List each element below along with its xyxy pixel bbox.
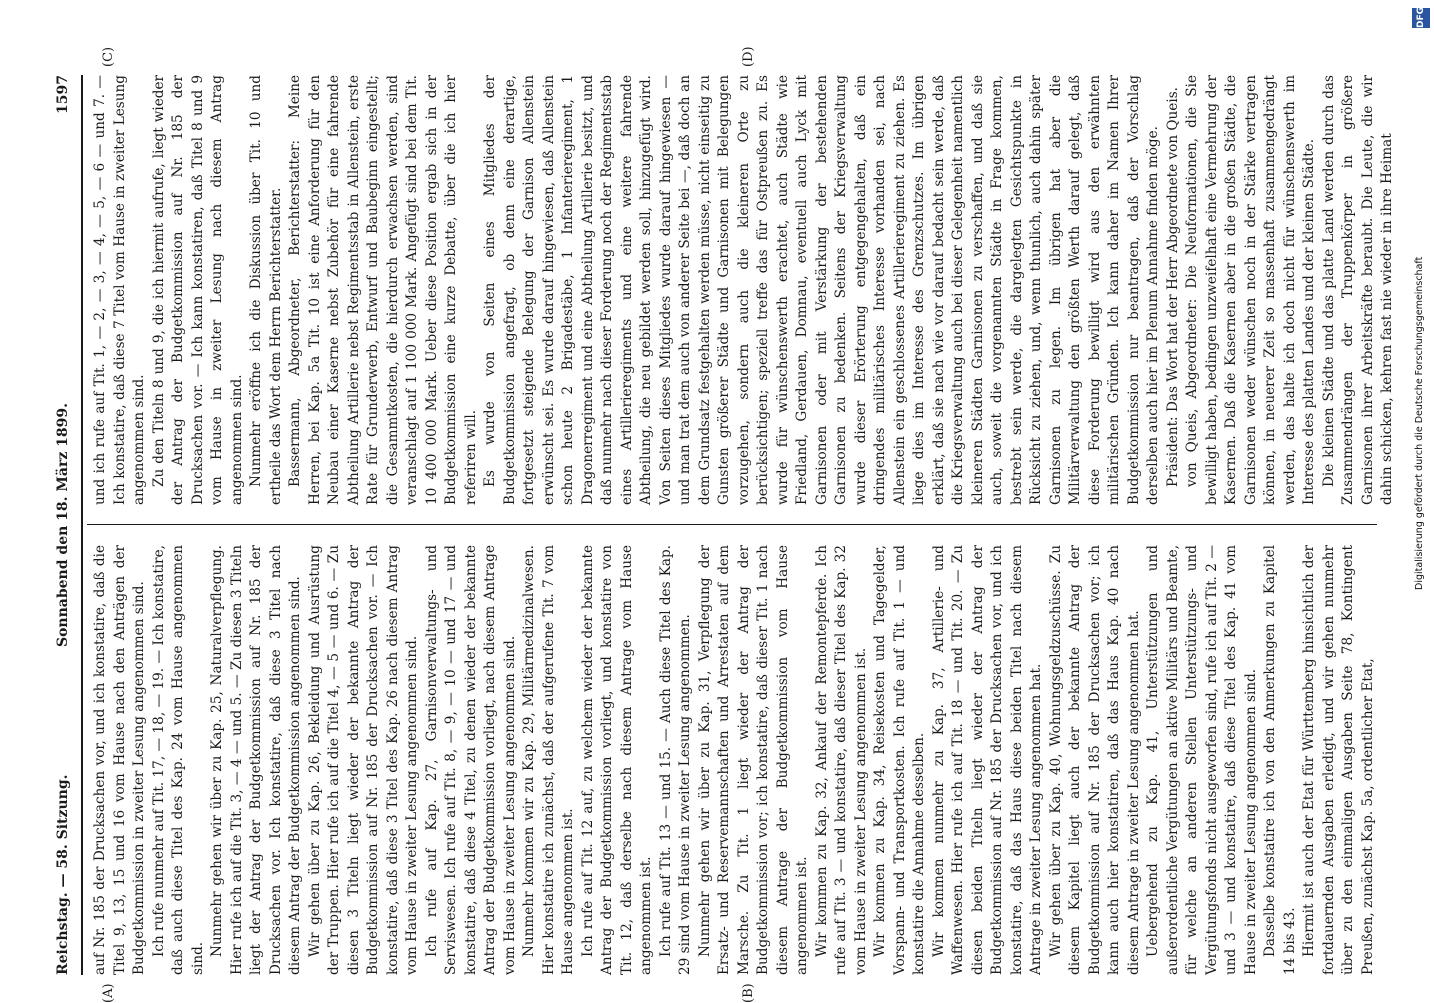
paragraph: Wir kommen zu Kap. 34, Reisekosten und Tagegelder, Vorspann- und Transportkosten. Ich rufe auf Tit. 1 — und konstatire die Annahme desselben.: [872, 545, 927, 975]
paragraph: Dasselbe konstatire ich von den Anmerkungen zu Kapitel 14 bis 43.: [1262, 545, 1298, 975]
paragraph: Uebergehend zu Kap. 41, Unterstützungen und außerordentliche Vergütungen an aktive Militärs und Beamte, für welche an anderen Stellen Unterstützungs- und Vergütungsfonds nicht ausgeworfen sind, rufe ich auf Tit. 2 — und 3 — und konstatire, daß diese Titel des Kap. 41 vom Hause in zweiter Lesung angenommen sind.: [1145, 544, 1259, 975]
marker-b: (B): [741, 983, 756, 1003]
digitization-note: Digitalisierung gefördert durch die Deutsche Forschungsgemeinschaft: [1414, 256, 1425, 590]
paragraph: Hiermit ist auch der Etat für Württemberg hinsichtlich der fortdauernden Ausgaben erledigt, und wir gehen nunmehr über zu den einmaligen Ausgaben Seite 78, Kontingent Preußen, zunächst Kap. 5a, ordentlicher Etat,: [1301, 545, 1376, 975]
rotated-page: [51, 46, 1395, 1003]
paragraph: Ich rufe auf Kap. 27, Garnisonverwaltungs- und Serviswesen. Ich rufe auf Tit. 8, — 9, — 10 — und 17 — und konstatire, daß diese 4 Titel, zu denen wieder der bekannte Antrag der Budgetkommission vorliegt, nach diesem Antrage vom Hause in zweiter Lesung angenommen sind.: [423, 545, 518, 975]
marker-d: (D): [741, 46, 756, 67]
paragraph: Nunmehr gehen wir über zu Kap. 25, Naturalverpflegung. Hier rufe ich auf die Tit. 3, — 4 — und 5. — Zu diesen 3 Titeln liegt der Antrag der Budgetkommission auf Nr. 185 der Drucksachen vor. Ich konstatire, daß diese 3 Titel nach diesem Antrag der Budgetkommission angenommen sind.: [209, 545, 303, 975]
paragraph: Nunmehr kommen wir zu Kap. 29, Militärmedizinalwesen. Hier konstatire ich zunächst, daß der aufgerufene Tit. 7 vom Hause angenommen ist.: [521, 545, 576, 975]
dfg-logo: [1412, 8, 1430, 28]
paragraph: Wir gehen über zu Kap. 40, Wohnungsgeldzuschüsse. Zu diesem Kapitel liegt auch der bekannte Antrag der Budgetkommission auf Nr. 185 der Drucksachen vor; ich kann auch hier konstatiren, daß das Haus Kap. 40 nach diesem Antrage in zweiter Lesung angenommen hat.: [1047, 545, 1142, 975]
paragraph: Die kleinen Städte und das platte Land werden durch das Zusammendrängen der Truppenkörper in größere Garnisonen ihrer Arbeitskräfte beraubt. Die Leute, die wir dahin schicken, kehren fast nie wieder in ihre Heimat: [1320, 75, 1395, 505]
paragraph: von Queis, Abgeordneter: Die Neuformationen, die Sie bewilligt haben, bedingen unzweifelhaft eine Vermehrung der Kasernen. Daß die Kasernen aber in die großen Städte, die Garnisonen weder wünschen noch in der Stärke vertragen können, in neuerer Zeit so massenhaft zusammengedrängt werden, das halte ich doch nicht für wünschenswerth im Interesse des platten Landes und der kleinen Städte.: [1184, 75, 1317, 505]
paragraph: Es wurde von Seiten eines Mitgliedes der Budgetkommission angefragt, ob denn eine derartige, fortgesetzt steigende Belegung der Garnison Allenstein erwünscht sei. Es wurde darauf hingewiesen, daß Allenstein schon heute 2 Brigadestäbe, 1 Infanterieregiment, 1 Dragonerregiment und eine Abtheilung Artillerie besitzt, und daß nunmehr nach dieser Forderung noch der Regimentsstab eines Artillerieregiments und eine weitere fahrende Abtheilung, die neu gebildet werden soll, hinzugefügt wird. Von Seiten dieses Mitgliedes wurde darauf hingewiesen — und man trat dem auch von anderer Seite bei —, daß doch an dem Grundsatz festgehalten werden müsse, nicht einseitig zu Gunsten größerer Städte und Garnisonen mit Belegungen vorzugehen, sondern auch die kleineren Orte zu berücksichtigen; speziell treffe das für Ostpreußen zu. Es wurde für wünschenswerth erachtet, auch Städte wie Friedland, Gerdauen, Domnau, eventuell auch Lyck mit Garnisonen oder mit Verstärkung der bestehenden Garnisonen zu bedenken. Seitens der Kriegsverwaltung wurde dieser Erörterung entgegengehalten, daß ein dringendes militärisches Interesse vorhanden sei, nach Allenstein ein geschlossenes Artillerieregiment zu ziehen. Es liege dies im Interesse des Grenzschutzes. Im übrigen erklärt, daß sie nach wie vor darauf bedacht sein werde, daß die Kriegsverwaltung auch bei dieser Gelegenheit namentlich kleineren Städten Garnisonen zu verschaffen, und daß sie auch, soweit die vorgenannten Städte in Frage kommen, bestrebt sein werde, die dargelegten Gesichtspunkte in Rücksicht zu ziehen, und, wenn thunlich, auch dahin später Garnisonen zu legen. Im übrigen hat aber die Militärverwaltung den größten Werth darauf gelegt, daß diese Forderung bewilligt wird aus den erwähnten militärischen Gründen. Ich kann daher im Namen Ihrer Budgetkommission nur beantragen, daß der Vorschlag derselben auch hier im Plenum Annahme finden möge.: [482, 75, 1161, 505]
paragraph: Präsident: Das Wort hat der Herr Abgeordnete von Queis.: [1164, 87, 1181, 487]
header-rule: [81, 75, 83, 975]
page-header: [51, 75, 81, 975]
paragraph: Ich rufe nunmehr auf Tit. 17, — 18, — 19. — Ich konstatire, daß auch diese Titel des Kap. 24 vom Hause angenommen sind.: [150, 545, 206, 975]
column-divider: [87, 524, 1377, 525]
paragraph: Wir gehen über zu Kap. 26, Bekleidung und Ausrüstung der Truppen. Hier rufe ich auf die Titel 4, — 5 — und 6. — Zu diesen 3 Titeln liegt wieder der bekannte Antrag der Budgetkommission auf Nr. 185 der Drucksachen vor. — Ich konstatire, daß diese 3 Titel des Kap. 26 nach diesem Antrag vom Hause in zweiter Lesung angenommen sind.: [306, 545, 420, 975]
paragraph: Wir kommen nunmehr zu Kap. 37, Artillerie- und Waffenwesen. Hier rufe ich auf Tit. 18 — und Tit. 20. — Zu diesen beiden Titeln liegt wieder der Antrag der Budgetkommission auf Nr. 185 der Drucksachen vor, und ich konstatire, daß das Haus diese beiden Titel nach diesem Antrage in zweiter Lesung angenommen hat.: [930, 545, 1044, 975]
paragraph: auf Nr. 185 der Drucksachen vor, und ich konstatire, daß die Titel 9, 13, 15 und 16 vom Hause nach den Anträgen der Budgetkommission in zweiter Lesung angenommen sind.: [92, 545, 147, 975]
paragraph: und ich rufe auf Tit. 1, — 2, — 3, — 4, — 5, — 6 — und 7. — Ich konstatire, daß diese 7 Titel vom Hause in zweiter Lesung angenommen sind.: [92, 75, 147, 505]
paragraph: Ich rufe auf Tit. 12 auf, zu welchem wieder der bekannte Antrag der Budgetkommission vorliegt, und konstatire von Tit. 12, daß derselbe nach diesem Antrage vom Hause angenommen ist.: [579, 545, 654, 975]
paragraph: Zu den Titeln 8 und 9, die ich hiermit aufrufe, liegt wieder der Antrag der Budgetkommission auf Nr. 185 der Drucksachen vor. — Ich kann konstatiren, daß Titel 8 und 9 vom Hause in zweiter Lesung nach diesem Antrag angenommen sind.: [150, 75, 245, 505]
paragraph: Nunmehr gehen wir über zu Kap. 31, Verpflegung der Ersatz- und Reservemannschaften und Arrestaten auf dem Marsche. Zu Tit. 1 liegt wieder der Antrag der Budgetkommission vor; ich konstatire, daß dieser Tit. 1 nach diesem Antrage der Budgetkommission vom Hause angenommen ist.: [696, 545, 810, 975]
paragraph: Wir kommen zu Kap. 32, Ankauf der Remontepferde. Ich rufe auf Tit. 3 — und konstatire, daß dieser Titel des Kap. 32 vom Hause in zweiter Lesung angenommen ist.: [813, 545, 869, 975]
paragraph: Ich rufe auf Tit. 13 — und 15. — Auch diese Titel des Kap. 29 sind vom Hause in zweiter Lesung angenommen.: [657, 545, 693, 975]
header-center: Sonnabend den 18. März 1899.: [55, 403, 71, 648]
paragraph: Nunmehr eröffne ich die Diskussion über Tit. 10 und ertheile das Wort dem Herrn Berichterstatter.: [248, 75, 284, 505]
dfg-logo-text: DFG: [1416, 7, 1426, 29]
header-left: Reichstag. — 58. Sitzung.: [55, 774, 71, 975]
left-column: [91, 545, 1381, 975]
marker-c: (C): [101, 46, 116, 67]
marker-a: (A): [101, 983, 116, 1003]
paragraph: Bassermann, Abgeordneter, Berichterstatter: Meine Herren, bei Kap. 5a Tit. 10 ist eine Anforderung für den Neubau einer Kaserne nebst Zubehör für eine fahrende Abtheilung Artillerie nebst Regimentsstab in Allenstein, erste Rate für Grunderwerb, Entwurf und Baubeginn eingestellt; die Gesammtkosten, die hierdurch erwachsen werden, sind veranschlagt auf 1 100 000 Mark. Angefügt sind bei dem Tit. 10 400 000 Mark. Ueber diese Position ergab sich in der Budgetkommission eine kurze Debatte, über die ich hier referiren will.: [287, 75, 479, 505]
page-number: 1597: [55, 75, 71, 114]
right-column: [91, 75, 1395, 505]
